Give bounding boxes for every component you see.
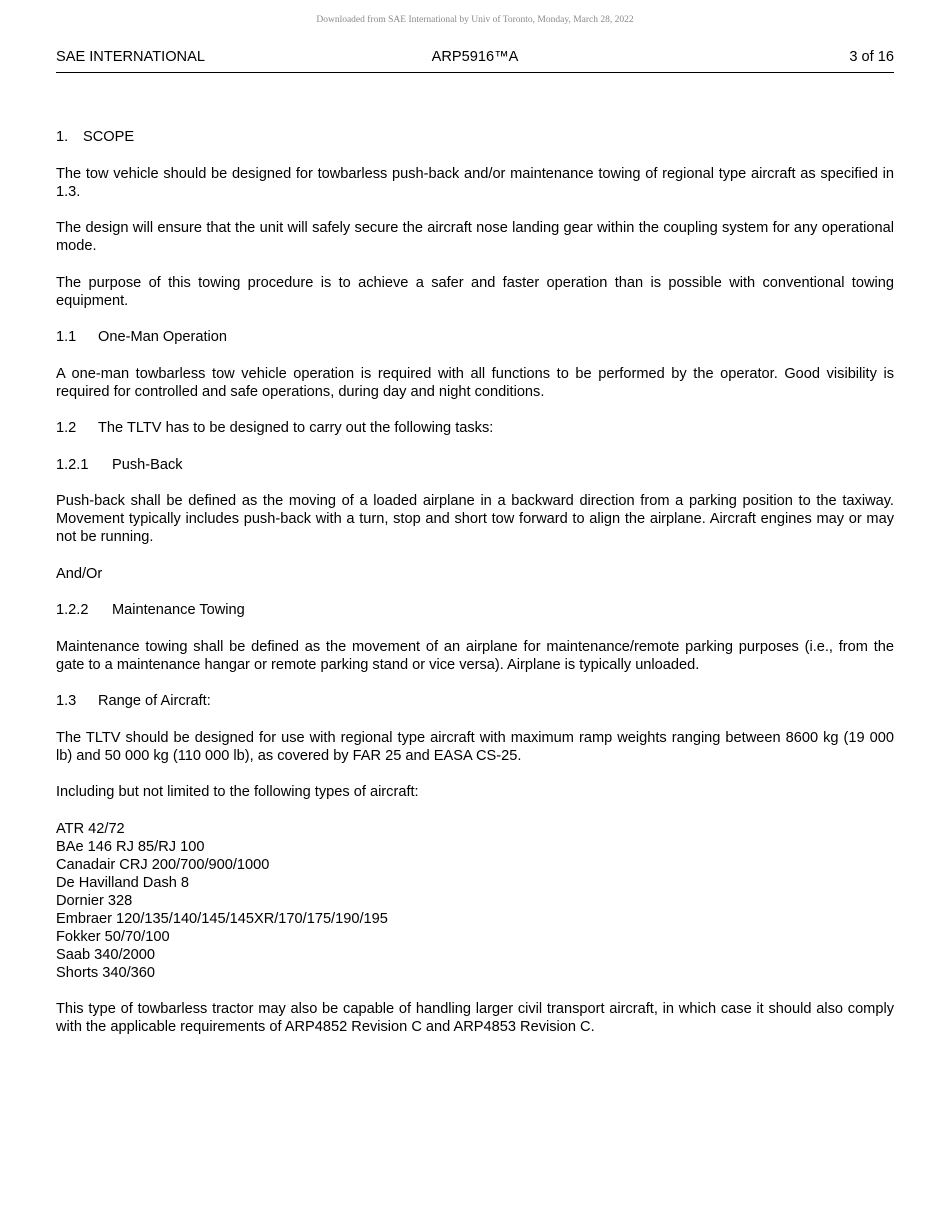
section-number: 1.: [56, 129, 69, 145]
section-title: SCOPE: [83, 129, 135, 145]
paragraph: Push-back shall be defined as the moving of a loaded airplane in a backward direction from a parking position to the taxiway. Movement typically includes push-back with a turn, stop and short tow forward to align the airplane. Aircraft engines may or may not be running.: [56, 493, 894, 545]
section-number: 1.2.2: [56, 602, 89, 618]
section-title: One-Man Operation: [98, 329, 227, 345]
list-item: De Havilland Dash 8: [56, 874, 190, 891]
paragraph: The tow vehicle should be designed for towbarless push-back and/or maintenance towing of regional type aircraft as specified in 1.3.: [56, 165, 894, 200]
list-item: Shorts 340/360: [56, 964, 155, 981]
list-item: Embraer 120/135/140/145/145XR/170/175/190/195: [56, 910, 388, 927]
header-organization: SAE INTERNATIONAL: [56, 49, 205, 65]
list-item: Canadair CRJ 200/700/900/1000: [56, 856, 270, 873]
section-title: Range of Aircraft:: [98, 693, 211, 709]
list-item: Dornier 328: [56, 892, 133, 909]
paragraph: Maintenance towing shall be defined as the movement of an airplane for maintenance/remote parking purposes (i.e., from the gate to a maintenance hangar or remote parking stand or vice versa). Airplane is typically unloaded.: [56, 638, 894, 673]
section-number: 1.2.1: [56, 456, 89, 473]
section-number: 1.3: [56, 693, 77, 709]
paragraph: The TLTV should be designed for use with regional type aircraft with maximum ramp weights ranging between 8600 kg (19 000 lb) and 50 000 kg (110 000 lb), as covered by FAR 25 and EASA CS-25.: [56, 729, 894, 764]
section-1-2-1-heading: [56, 456, 894, 474]
document-body: [56, 128, 894, 1055]
list-item: Fokker 50/70/100: [56, 928, 170, 945]
page-header: [56, 49, 894, 73]
aircraft-list: [56, 820, 894, 982]
paragraph: The purpose of this towing procedure is to achieve a safer and faster operation than is possible with conventional towing equipment.: [56, 274, 894, 309]
section-1-2-heading: [56, 419, 894, 437]
section-number: 1.1: [56, 329, 77, 345]
section-number: 1.2: [56, 420, 77, 436]
list-item: BAe 146 RJ 85/RJ 100: [56, 838, 205, 855]
section-title: The TLTV has to be designed to carry out the following tasks:: [98, 420, 494, 436]
section-1-heading: [56, 128, 894, 146]
paragraph: Including but not limited to the following types of aircraft:: [56, 784, 419, 800]
section-1-2-2-heading: [56, 601, 894, 619]
header-page-number: 3 of 16: [849, 49, 894, 65]
and-or-text: And/Or: [56, 565, 103, 582]
section-1-3-heading: [56, 692, 894, 710]
download-watermark: Downloaded from SAE International by Univ of Toronto, Monday, March 28, 2022: [316, 15, 634, 25]
paragraph: A one-man towbarless tow vehicle operation is required with all functions to be performed by the operator. Good visibility is required for controlled and safe operations, during day and night conditions.: [56, 365, 894, 400]
list-item: ATR 42/72: [56, 820, 125, 837]
header-document-id: ARP5916™A: [431, 49, 519, 65]
section-title: Maintenance Towing: [112, 602, 245, 618]
section-title: Push-Back: [112, 456, 183, 473]
paragraph: The design will ensure that the unit will safely secure the aircraft nose landing gear within the coupling system for any operational mode.: [56, 220, 894, 254]
section-1-1-heading: [56, 328, 894, 346]
list-item: Saab 340/2000: [56, 946, 156, 963]
paragraph: This type of towbarless tractor may also be capable of handling larger civil transport aircraft, in which case it should also comply with the applicable requirements of ARP4852 Revision C and ARP4853 Revision C.: [56, 1001, 894, 1035]
